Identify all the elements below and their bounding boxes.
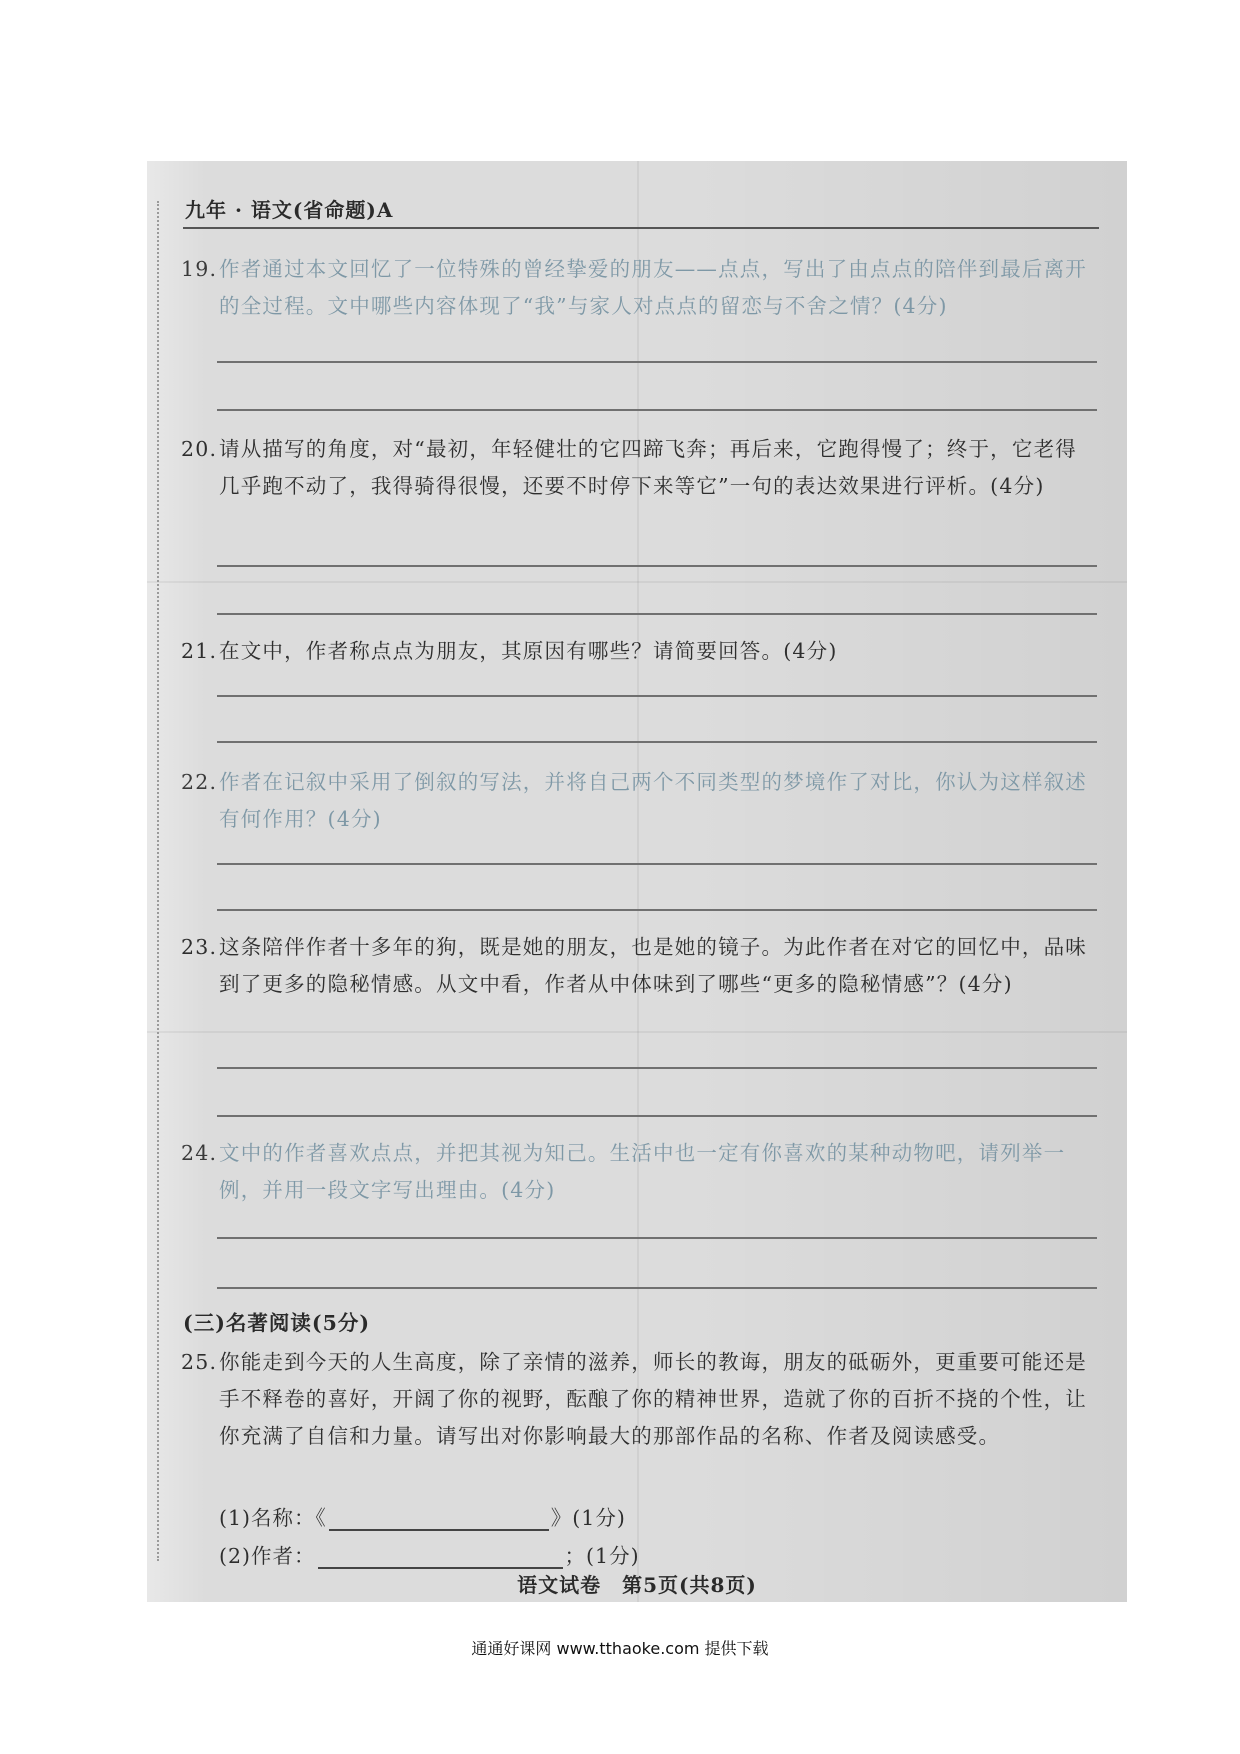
question-21	[181, 633, 1096, 670]
question-text: 在文中，作者称点点为朋友，其原因有哪些？请简要回答。(4分)	[219, 639, 838, 663]
question-number: 23.	[181, 935, 218, 959]
header-rule	[183, 227, 1099, 229]
sub-question-title	[219, 1501, 626, 1531]
answer-line[interactable]	[217, 863, 1097, 865]
answer-line[interactable]	[217, 1115, 1097, 1117]
question-number: 19.	[181, 257, 218, 281]
question-24	[181, 1135, 1096, 1209]
answer-line[interactable]	[217, 1067, 1097, 1069]
question-number: 22.	[181, 770, 218, 794]
sub-question-author	[219, 1539, 640, 1569]
question-number: 20.	[181, 437, 218, 461]
title-score: (1分)	[572, 1506, 626, 1530]
question-number: 21.	[181, 639, 218, 663]
question-number: 24.	[181, 1141, 218, 1165]
question-text: 这条陪伴作者十多年的狗，既是她的朋友，也是她的镜子。为此作者在对它的回忆中，品味到了更多的隐秘情感。从文中看，作者从中体味到了哪些“更多的隐秘情感”？(4分)	[219, 935, 1087, 996]
answer-line[interactable]	[217, 409, 1097, 411]
author-label: (2)作者：	[219, 1544, 316, 1568]
binding-margin-dotted-line	[157, 201, 159, 1561]
question-19	[181, 251, 1096, 325]
title-label: (1)名称：《	[219, 1506, 327, 1530]
title-answer-blank[interactable]	[329, 1507, 549, 1531]
author-answer-blank[interactable]	[318, 1545, 563, 1569]
question-text: 文中的作者喜欢点点，并把其视为知己。生活中也一定有你喜欢的某种动物吧，请列举一例，并用一段文字写出理由。(4分)	[219, 1141, 1066, 1202]
answer-line[interactable]	[217, 1287, 1097, 1289]
exam-page	[147, 161, 1127, 1602]
page-header: 九年 · 语文(省命题)A	[185, 198, 394, 222]
answer-line[interactable]	[217, 613, 1097, 615]
question-25	[181, 1344, 1096, 1455]
question-text: 作者在记叙中采用了倒叙的写法，并将自己两个不同类型的梦境作了对比，你认为这样叙述有何作用？(4分)	[219, 770, 1087, 831]
question-20	[181, 431, 1096, 505]
question-number: 25.	[181, 1350, 218, 1374]
question-22	[181, 764, 1096, 838]
answer-line[interactable]	[217, 565, 1097, 567]
question-text: 请从描写的角度，对“最初，年轻健壮的它四蹄飞奔；再后来，它跑得慢了；终于，它老得几乎跑不动了，我得骑得很慢，还要不时停下来等它”一句的表达效果进行评析。(4分)	[219, 437, 1077, 498]
answer-line[interactable]	[217, 909, 1097, 911]
title-close-quote: 》	[550, 1506, 573, 1530]
question-text: 你能走到今天的人生高度，除了亲情的滋养，师长的教诲，朋友的砥砺外，更重要可能还是手不释卷的喜好，开阔了你的视野，酝酿了你的精神世界，造就了你的百折不挠的个性，让你充满了自信和力量。请写出对你影响最大的那部作品的名称、作者及阅读感受。	[219, 1350, 1087, 1448]
answer-line[interactable]	[217, 695, 1097, 697]
download-credit: 通通好课网 www.tthaoke.com 提供下载	[471, 1639, 769, 1658]
author-score: ；(1分)	[564, 1544, 640, 1568]
section-title: (三)名著阅读(5分)	[183, 1311, 371, 1335]
question-23	[181, 929, 1096, 1003]
answer-line[interactable]	[217, 1237, 1097, 1239]
question-text: 作者通过本文回忆了一位特殊的曾经挚爱的朋友——点点，写出了由点点的陪伴到最后离开的全过程。文中哪些内容体现了“我”与家人对点点的留恋与不舍之情？(4分)	[219, 257, 1087, 318]
answer-line[interactable]	[217, 741, 1097, 743]
answer-line[interactable]	[217, 361, 1097, 363]
page-footer: 语文试卷 第5页(共8页)	[517, 1573, 757, 1597]
